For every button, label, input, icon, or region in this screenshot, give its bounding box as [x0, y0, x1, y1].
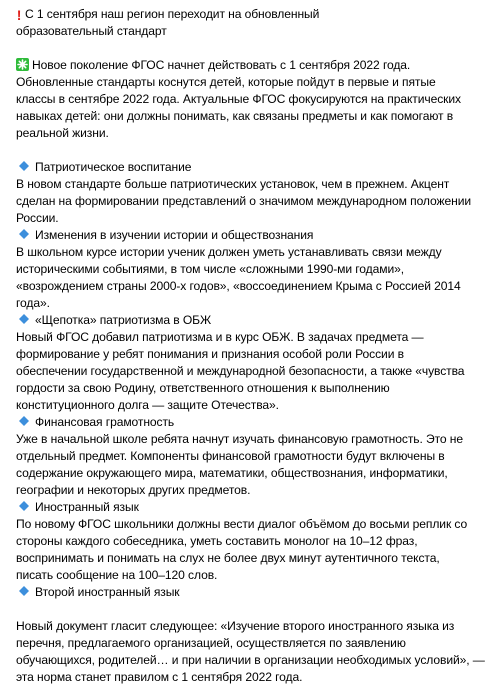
blue-diamond-icon	[18, 160, 30, 172]
section-title	[16, 414, 476, 431]
blue-diamond-icon	[18, 228, 30, 240]
section-block	[16, 584, 476, 601]
section-text-line: отдельный предмет. Компоненты финансовой грамотности будут включены в	[16, 449, 445, 463]
section-title-text: Второй иностранный язык	[35, 585, 180, 599]
blue-diamond-icon	[18, 313, 30, 325]
blue-diamond-icon	[18, 415, 30, 427]
section-text-line: Новый ФГОС добавил патриотизма и в курс ОБЖ. В задачах предмета —	[16, 330, 424, 344]
section-title	[16, 584, 476, 601]
section-block	[16, 499, 476, 584]
section-text-line: сделан на формировании представлений о значимом международном положении	[16, 194, 472, 208]
section-text-line: конституционного долга — защите Отечества».	[16, 398, 279, 412]
section-title	[16, 227, 476, 244]
section-text-line: обеспечении государственной и международной безопасности, а также «чувства	[16, 364, 465, 378]
spacer	[16, 601, 476, 618]
section-text-line: писать сообщение на 100–120 слов.	[16, 568, 218, 582]
section-title-text: «Щепотка» патриотизма в ОБЖ	[35, 313, 212, 327]
sections-list	[16, 159, 476, 601]
section-text-line: содержание окружающего мира, математики, обществознания, информатики,	[16, 466, 448, 480]
closing-text-line: эта норма станет правилом с 1 сентября 2022 года.	[16, 670, 303, 684]
section-text-line: В новом стандарте больше патриотических установок, чем в прежнем. Акцент	[16, 177, 450, 191]
blue-diamond-icon	[18, 500, 30, 512]
section-text-line: формирование у ребят понимания и признания особой роли России в	[16, 347, 404, 361]
section-text-line: В школьном курсе истории ученик должен уметь устанавливать связи между	[16, 245, 442, 259]
section-text-line: Уже в начальной школе ребята начнут изучать финансовую грамотность. Это не	[16, 432, 463, 446]
section-block	[16, 414, 476, 499]
closing-text-line: перечня, предлагаемого организацией, осуществляется по заявлению	[16, 636, 406, 650]
section-title-text: Патриотическое воспитание	[35, 160, 192, 174]
section-text-line: гордости за свою Родину, ответственного отношения к выполнению	[16, 381, 390, 395]
section-title-text: Финансовая грамотность	[35, 415, 175, 429]
section-text-line: воспринимать и понимать на слух не более двух минут аутентичного текста,	[16, 551, 440, 565]
lead-text: Новое поколение ФГОС начнет действовать с 1 сентября 2022 года. Обновленные стандарты коснутся детей, которые пойдут в первые и пятые классы в сентябре 2022 года. Актуальные ФГОС фокусируются на практических навыках детей: они должны понимать, как связаны предметы и как помогают в реальной жизни.	[16, 58, 461, 140]
closing-paragraph	[16, 618, 485, 686]
headline-paragraph	[16, 6, 346, 40]
section-text-line: историческими событиями, в том числе «сложными 1990-ми годами»,	[16, 262, 405, 276]
blue-diamond-icon	[18, 585, 30, 597]
section-text-line: географии и некоторых других предметов.	[16, 483, 251, 497]
closing-text-line: обучающихся, родителей… и при наличии в организации необходимых условий», —	[16, 653, 485, 667]
closing-text-line: Новый документ гласит следующее: «Изучение второго иностранного языка из	[16, 619, 455, 633]
section-title-text: Изменения в изучении истории и обществознания	[35, 228, 314, 242]
section-block	[16, 312, 476, 414]
section-text-line: стороны каждого собеседника, уметь составить монолог на 10–12 фраз,	[16, 534, 418, 548]
section-text-line: «возрождением страны 2000-х годов», «воссоединением Крыма с Россией 2014	[16, 279, 461, 293]
section-text-line: По новому ФГОС школьники должны вести диалог объёмом до восьми реплик со	[16, 517, 468, 531]
section-text-line: России.	[16, 211, 59, 225]
section-title	[16, 159, 476, 176]
section-title	[16, 312, 476, 329]
spacer	[16, 40, 476, 57]
section-title-text: Иностранный язык	[35, 500, 139, 514]
red-exclamation-icon: !	[16, 7, 22, 23]
section-title	[16, 499, 476, 516]
spacer	[16, 142, 476, 159]
green-sparkle-icon	[16, 58, 29, 71]
section-block	[16, 159, 476, 227]
headline-text: С 1 сентября наш регион переходит на обновленный образовательный стандарт	[16, 7, 320, 38]
section-text-line: года».	[16, 296, 50, 310]
lead-paragraph	[16, 57, 466, 142]
section-block	[16, 227, 476, 312]
